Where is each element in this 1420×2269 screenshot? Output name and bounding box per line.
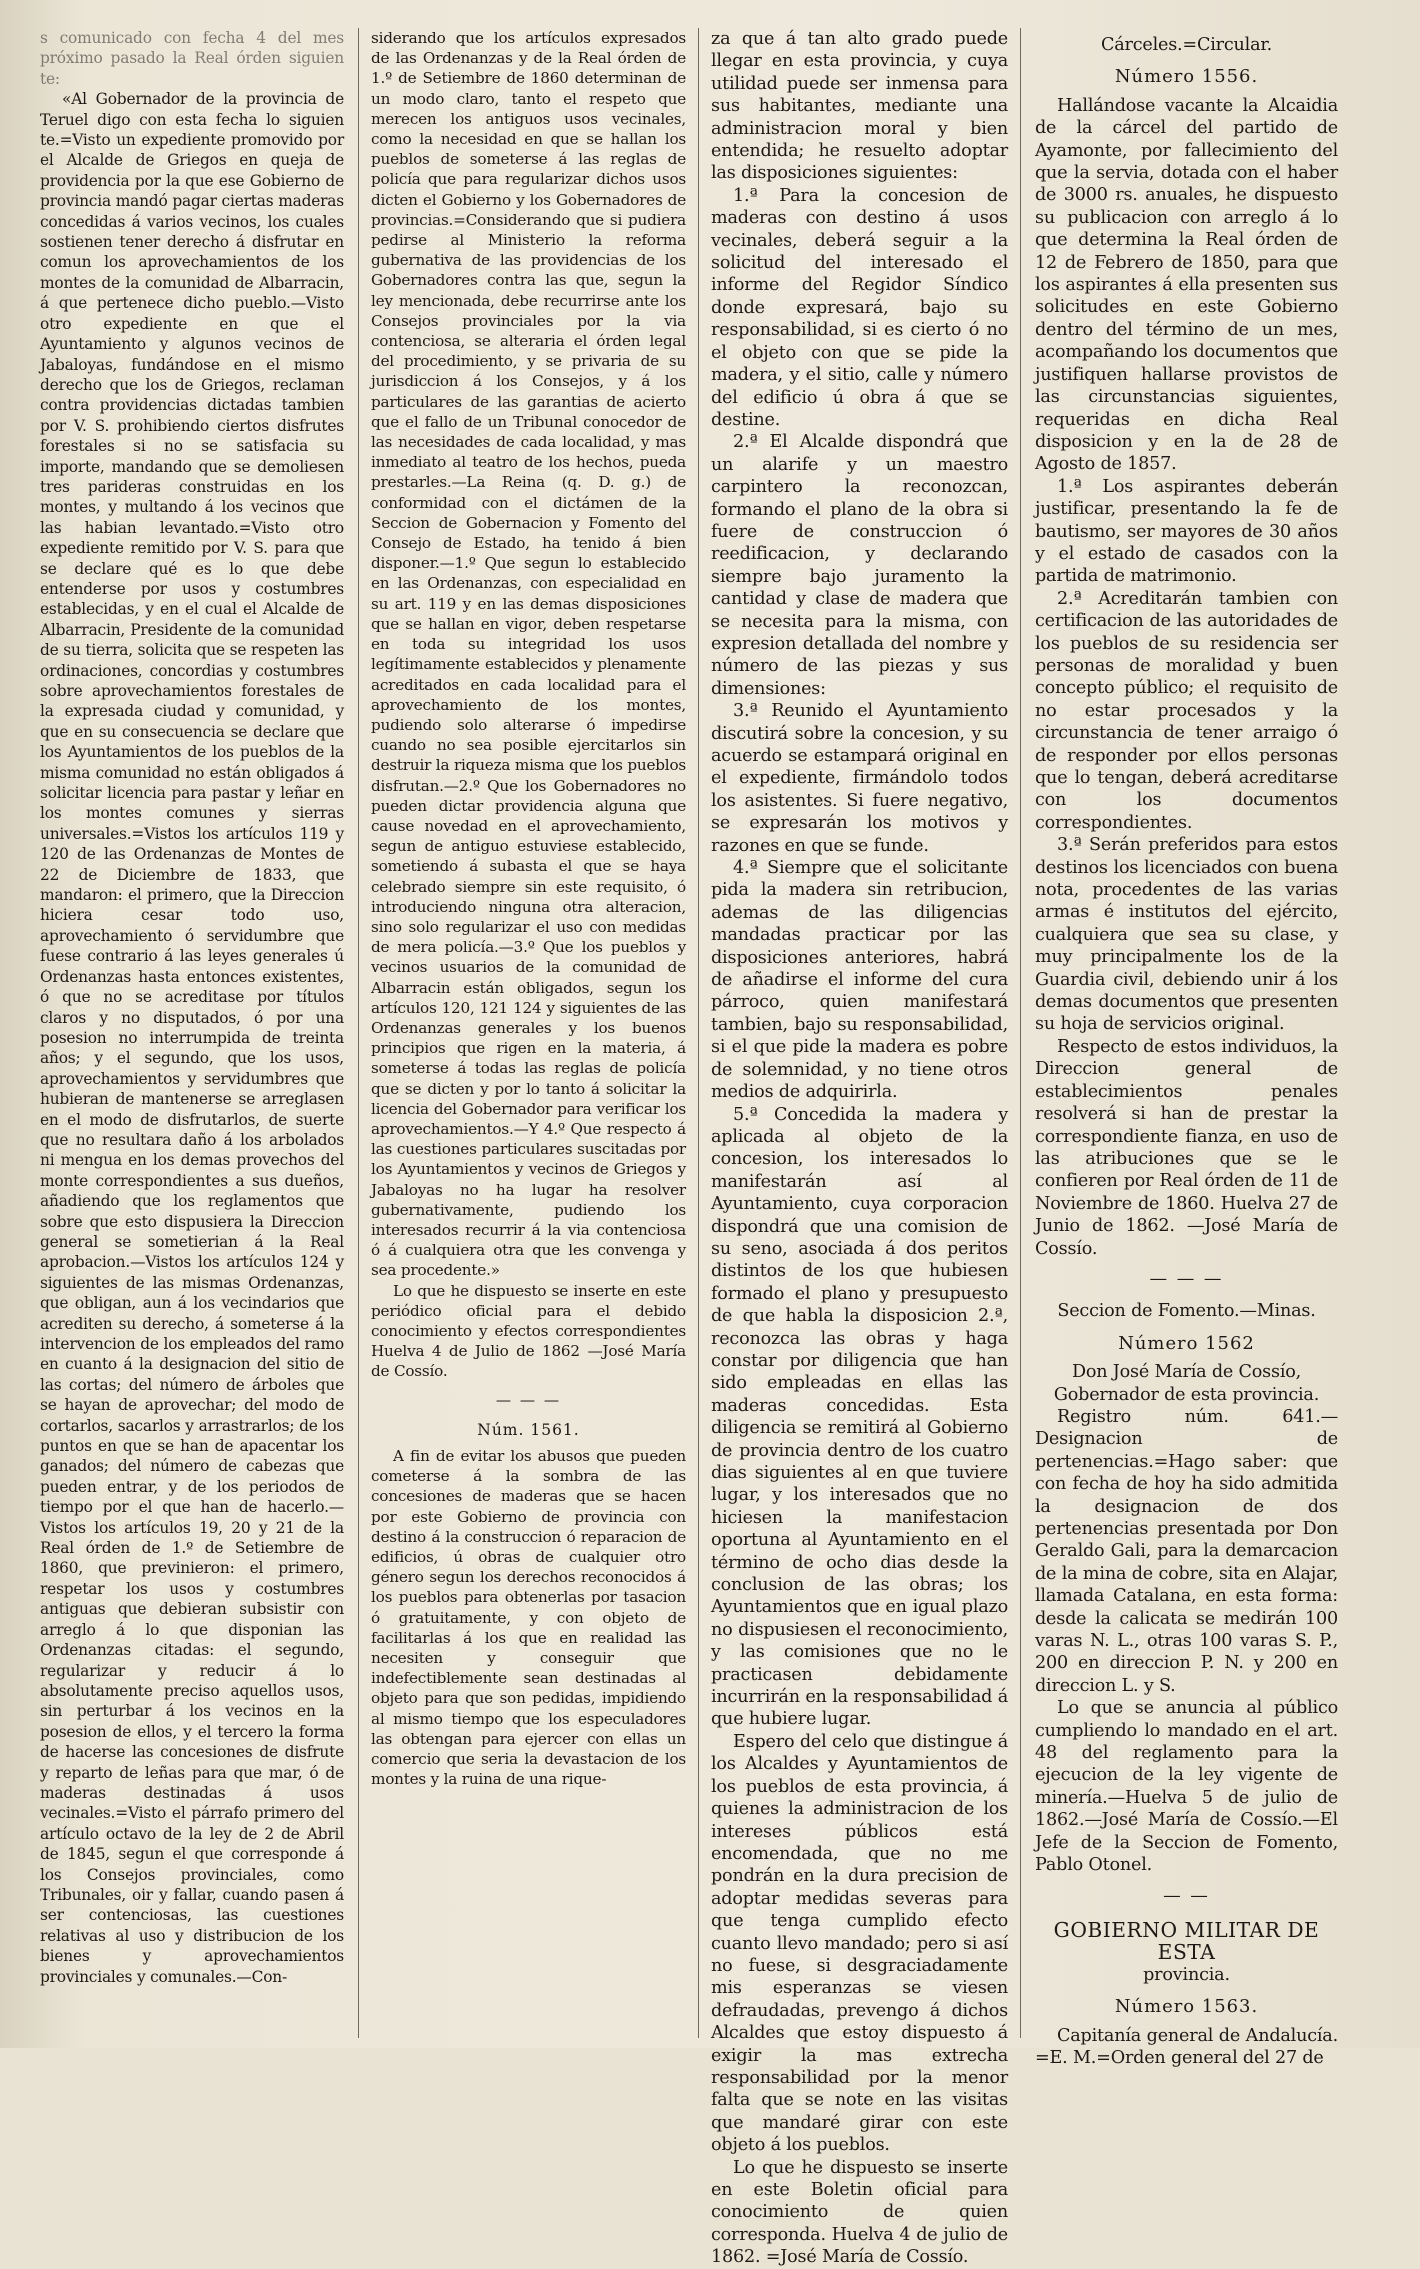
alcaidia-paragraph: Hallándose vacante la Alcaidia de la cárcel del partido de Ayamonte, por fallecimiento del que la servia, dotada con el haber de 3000 rs. anuales, he dispuesto su publicacion con arreglo á lo que determina la Real órden de 12 de Febrero de 1850, para que los aspirantes á ella presenten sus solicitudes en este Gobierno dentro del término de un mes, acompañando los documentos que justifiquen hallarse provistos de las circunstancias siguientes, requeridas en dicha Real disposicion y en la de 28 de Agosto de 1857. [1035,95,1338,475]
requisito-2-paragraph: 2.ª Acreditarán tambien con certificacion de las autoridades de los pueblos de su residencia ser personas de moralidad y buen concepto público; el requisito de no estar procesados y la circunstancia de tener arraigo ó de responder por ellos personas que lo tengan, deberá acreditarse con los documentos correspondientes. [1035,588,1338,833]
requisito-1-paragraph: 1.ª Los aspirantes deberán justificar, presentando la fe de bautismo, ser mayores de 30 años y el estado de casados con la partida de matrimonio. [1035,476,1338,587]
provincia-subheading: provincia. [1143,1964,1230,1985]
considerando-paragraph: siderando que los artículos expresados de las Ordenanzas y de la Real órden de 1.º de Setiembre de 1860 determinan de un modo claro, tanto el respeto que merecen los antiguos usos vecinales, como la necesidad en que se hallan los pueblos de someterse á las reglas de policía que para regularizar dichos usos dicten el Gobierno y los Gobernadores de provincias.=Considerando que si pudiera pedirse al Ministerio la reforma gubernativa de las providencias de los Gobernadores contra las que, segun la ley mencionada, debe recurrirse ante los Consejos provinciales por la via contenciosa, se alteraria el órden legal del procedimiento, y se privaria de su jurisdiccion á los Consejos, y á los particulares de las garantias de acierto que el fallo de un Tribunal conocedor de las necesidades de cada localidad, y mas inmediato al teatro de los hechos, pueda prestarles.—La Reina (q. D. g.) de conformidad con el dictámen de la Seccion de Gobernacion y Fomento del Consejo de Estado, ha tenido á bien disponer.—1.º Que segun lo establecido en las Ordenanzas, con especialidad en su art. 119 y en las demas disposiciones que se hallan en vigor, deben respetarse en toda su integridad los usos legítimamente establecidos y plenamente acreditados en cada localidad para el aprovechamiento de los montes, pudiendo solo alterarse ó impedirse cuando no sea posible ejercitarlos sin destruir la riqueza misma que los pueblos disfrutan.—2.º Que los Gobernadores no pueden dictar providencia alguna que cause novedad en el aprovechamiento, segun de antiguo estuviese establecido, sometiendo á subasta el que se haya celebrado siempre sin este requisito, ó introduciendo ninguna otra alteracion, sino solo regularizar el uso con medidas de mera policía.—3.º Que los pueblos y vecinos usuarios de la comunidad de Albarracin están obligados, segun los artículos 120, 121 124 y siguientes de las Ordenanzas generales y los buenos principios que rigen en la materia, á someterse á todas las reglas de policía que se dicten y por lo tanto á solicitar la licencia del Gobernador para verificar los aprovechamientos.—Y 4.º Que respecto á las cuestiones particulares suscitadas por los Ayuntamientos y vecinos de Griegos y Jabaloyas no ha lugar ha resolver gubernativamente, pudiendo los interesados recurrir á la via contenciosa ó á cualquiera otra que les convenga y sea procedente.» [371,29,686,1280]
lo-que-he-dispuesto-paragraph: Lo que he dispuesto se inserte en este periódico oficial para el debido conocimiento y efectos correspondientes Huelva 4 de Julio de 1862 —José María de Cossío. [371,1281,686,1381]
governor-line: Don José María de Cossío, Gobernador de esta provincia. [1053,1362,1320,1405]
column-3 [698,28,1020,2268]
section-rule: — — [1163,1885,1210,1906]
registro-paragraph: Registro núm. 641.—Designacion de pertenencias.=Hago saber: que con fecha de hoy ha sido admitida la designacion de dos pertenencias presentada por Don Geraldo Gali, para la demarcacion de la mina de cobre, sita en Alajar, llamada Catalana, en esta forma: desde la calicata se medirán 100 varas N. L., otras 100 varas S. P., 200 en direccion P. N. y 200 en direccion L. y S. [1035,1406,1338,1696]
disposicion-4-paragraph: 4.ª Siempre que el solicitante pida la madera sin retribucion, ademas de las diligencias mandadas practicar por las disposiciones anteriores, habrá de añadirse el informe del cura párroco, quien manifestará tambien, bajo su responsabilidad, si el que pide la madera es pobre de solemnidad, y no tiene otros medios de adquirirla. [711,858,1008,1103]
capitania-paragraph: Capitanía general de Andalucía. =E. M.=Orden general del 27 de [1035,2025,1338,2068]
seccion-fomento-heading: Seccion de Fomento.—Minas. [1057,1301,1316,1322]
number-1556-heading: Número 1556. [1114,66,1259,88]
number-1563-heading: Número 1563. [1114,1996,1259,2018]
requisito-3-paragraph: 3.ª Serán preferidos para estos destinos los licenciados con buena nota, procedentes de las varias armas é institutos del ejército, cualquiera que sea su clase, y muy principalmente los de la Guardia civil, debiendo unir á los demas documentos que presenten su hoja de servicios original. [1035,835,1338,1035]
disposicion-3-paragraph: 3.ª Reunido el Ayuntamiento discutirá sobre la concesion, y su acuerdo se estampará original en el expediente, firmándolo todos los asistentes. Si fuere negativo, se expresarán los motivos y razones en que se funde. [711,701,1008,856]
real-orden-paragraph: «Al Gobernador de la provincia de Teruel digo con esta fecha lo siguien te.=Visto un expediente promovido por el Alcalde de Griegos en queja de providencia por la que ese Gobierno de provincia mandó pagar ciertas maderas concedidas á varios vecinos, los cuales sostienen tener derecho á disfrutar en comun los aprovechamientos de los montes de la comunidad de Albarracin, á que pertenece dicho pueblo.—Visto otro expediente en que el Ayuntamiento y algunos vecinos de Jabaloyas, fundándose en el mismo derecho que los de Griegos, reclaman contra providencias dictadas tambien por V. S. prohibiendo ciertos disfrutes forestales si no se satisfacia su importe, mandando que se demoliesen tres parideras construidas en los montes, y multando á los vecinos que las habian levantado.=Visto otro expediente remitido por V. S. para que se declare qué es lo que debe entenderse por usos y costumbres establecidas, y en el cual el Alcalde de Albarracin, Presidente de la comunidad de su tierra, solicita que se respeten las ordinaciones, concordias y costumbres sobre aprovechamientos forestales de la expresada ciudad y comunidad, y que en su consecuencia se declare que los Ayuntamientos de los pueblos de la misma comunidad no están obligados á solicitar licencia para pastar y leñar en los montes comunes y sierras universales.=Vistos los artículos 119 y 120 de las Ordenanzas de Montes de 22 de Diciembre de 1833, que mandaron: el primero, que la Direccion hiciera cesar todo uso, aprovechamiento ó servidumbre que fuese contrario á las leyes generales ú Ordenanzas hasta entonces existentes, ó que no se acreditase por títulos claros y no disputados, ó por una posesion no interrumpida de treinta años; y el segundo, que los usos, aprovechamientos y servidumbres que hubieran de mantenerse se arreglasen en el modo de disfrutarlos, de suerte que no resultara daño á los arbolados ni mengua en los demas provechos del monte correspondientes a sus dueños, añadiendo que los reglamentos que sobre que esto dispusiera la Direccion general se sometierian á la Real aprobacion.—Vistos los artículos 124 y siguientes de las mismas Ordenanzas, que obligan, aun á los vecindarios que acrediten su derecho, á someterse á la intervencion de los empleados del ramo en cuanto á la designacion del sitio de las cortas; del número de árboles que se hayan de aprovechar; del modo de cortarlos, sacarlos y arrastrarlos; de los puntos en que se han de apacentar los ganados; del número de cabezas que pueden entrar, y de los periodos de tiempo por el que han de hacerlo.—Vistos los artículos 19, 20 y 21 de la Real órden de 1.º de Setiembre de 1860, que previnieron: el primero, respetar los usos y costumbres antiguas que debieran subsistir con arreglo á lo que disponian las Ordenanzas citadas: el segundo, regularizar y reducir á lo absolutamente preciso aquellos usos, sin perturbar á los vecinos en la posesion de ellos, y el tercero la forma de hacerse las concesiones de disfrute y reparto de leñas para que mar, ó de maderas destinadas á usos vecinales.=Visto el párrafo primero del artículo octavo de la ley de 2 de Abril de 1845, segun el que corresponde á los Consejos provinciales, como Tribunales, oir y fallar, cuando pasen á ser contenciosas, las cuestiones relativas al uso y distribucion de los bienes y aprovechamientos provinciales y comunales.—Con- [40,90,344,1986]
disposicion-5-paragraph: 5.ª Concedida la madera y aplicada al objeto de la concesion, los interesados lo manifestarán así al Ayuntamiento, cuya corporacion dispondrá que una comision de su seno, asociada á dos peritos distintos de los que hubiesen formado el plano y presupuesto de que habla la disposicion 2.ª, reconozca las obras y haga constar por diligencia que han sido empleadas en ellas las maderas concedidas. Esta diligencia se remitirá al Gobierno de provincia dentro de los cuatro dias siguientes al en que tuviere lugar, y los interesados que no hiciesen la manifestacion oportuna al Ayuntamiento en el término de ocho dias desde la conclusion de las obras; los Ayuntamientos que en igual plazo no dispusiesen el reconocimiento, y las comisiones que no le practicasen debidamente incurrirán en la responsabilidad á que hubiere lugar. [711,1104,1008,1730]
gobierno-militar-heading: GOBIERNO MILITAR DE ESTA [1053,1917,1320,1965]
column-1 [40,28,358,2038]
section-rule: — — — [1149,1268,1224,1289]
faded-heading-paragraph: s comunicado con fecha 4 del mes próximo pasado la Real órden siguien te: [40,29,344,88]
espero-paragraph: Espero del celo que distingue á los Alcaldes y Ayuntamientos de los pueblos de esta provincia, á quienes la administracion de los intereses públicos está encomendada, que no me pondrán en la dura precision de adoptar medidas severas para que tenga cumplido efecto cuanto llevo mandado; pero si así no fuese, si desgraciadamente mis esperanzas se viesen defraudadas, prevengo á dichos Alcaldes que estoy dispuesto á exigir la mas extrecha responsabilidad por la menor falta que se note en las visitas que mandaré girar con este objeto á los pueblos. [711,1731,1008,2156]
madera-intro-paragraph: A fin de evitar los abusos que pueden cometerse á la sombra de las concesiones de maderas que se hacen por este Gobierno de provincia con destino á la construccion ó reparacion de edificios, ú obras de cualquier otro género segun los derechos reconocidos á los pueblos para obtenerlas por tasacion ó gratuitamente, y con objeto de facilitarlas á los que en realidad las necesiten y conseguir que indefectiblemente sean destinadas al objeto para que son pedidas, impidiendo al mismo tiempo que los especuladores las obtengan para ejercer con ellas un comercio que seria la devastacion de los montes y la ruina de una rique- [371,1447,686,1789]
anuncio-paragraph: Lo que se anuncia al público cumpliendo lo mandado en el art. 48 del reglamento para la ejecucion de la ley vigente de minería.—Huelva 5 de julio de 1862.—José María de Cossío.—El Jefe de la Seccion de Fomento, Pablo Otonel. [1035,1698,1338,1876]
disposicion-2-paragraph: 2.ª El Alcalde dispondrá que un alarife y un maestro carpintero la reconozcan, formando el plano de la obra si fuere de construccion ó reedificacion, y declarando siempre bajo juramento la cantidad y clase de madera que se necesita para la misma, con expresion detallada del nombre y número de las piezas y sus dimensiones: [711,432,1008,699]
page-columns [40,28,1402,2268]
disposicion-1-paragraph: 1.ª Para la concesion de maderas con destino á usos vecinales, deberá seguir a la solicitud del interesado el informe del Regidor Síndico donde expresará, bajo su responsabilidad, si es cierto ó no el objeto con que se pide la madera, y el sitio, calle y número del edificio ú obra á que se destine. [711,185,1008,430]
boletin-paragraph: Lo que he dispuesto se inserte en este Boletin oficial para conocimiento de quien corresponda. Huelva 4 de julio de 1862. =José María de Cossío. [711,2157,1008,2268]
column-2 [358,28,698,2038]
riqueza-paragraph: za que á tan alto grado puede llegar en esta provincia, y cuya utilidad puede ser inmensa para sus habitantes, mediante una administracion moral y bien entendida; he resuelto adoptar las disposiciones siguientes: [711,29,1008,184]
carceles-heading: Cárceles.=Circular. [1100,35,1273,55]
column-4 [1020,28,1342,2068]
respecto-paragraph: Respecto de estos individuos, la Direccion general de establecimientos penales resolverá si han de prestar la correspondiente fianza, en uso de las atribuciones que se le confieren por Real órden de 11 de Noviembre de 1860. Huelva 27 de Junio de 1862. —José María de Cossío. [1035,1036,1338,1259]
number-1561-heading: Núm. 1561. [477,1420,580,1439]
section-rule: — — — [495,1390,562,1409]
number-1562-heading: Número 1562 [1118,1332,1255,1354]
